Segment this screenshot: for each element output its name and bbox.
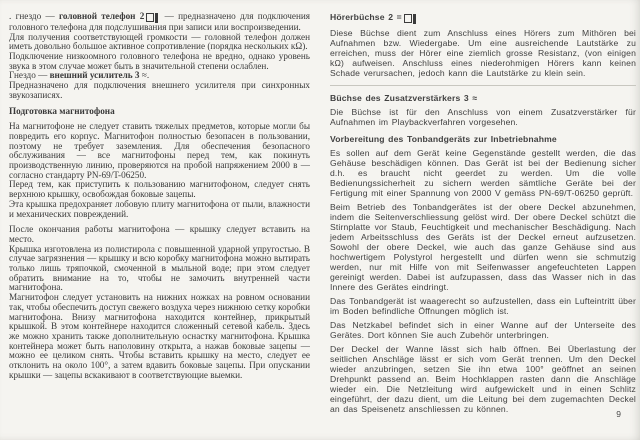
headphone-jack-icon bbox=[404, 13, 416, 24]
paragraph-text: . гнездо — bbox=[9, 11, 59, 21]
paragraph: Der Deckel der Wanne lässt sich halb öffnen. Bei Überlastung der seitlichen Anschläge lässt er sich vom Gerät trennen. Um den Deckel wieder anzubringen, setzen Sie ihn etwa 100° geöffnet an seinen Drehpunkt passend an. Beim Hochklappen rasten dann die Anschläge wieder ein. Die Netzleitung wird aufgewickelt und in einen Schlitz eingeführt, der dazu dient, um die Leitung bei dem zugemachten Deckel an das Speisenetz anschliessen zu können. bbox=[330, 343, 636, 414]
page-number: 9 bbox=[616, 409, 621, 419]
paragraph-text: — предназначено для подключения головного телефона для подслушивания при записи или воспроизведении. bbox=[9, 11, 310, 32]
paragraph: Предназначено для подключения внешнего усилителя при синхронных звукозаписях. bbox=[9, 80, 310, 100]
right-column-german bbox=[330, 12, 636, 418]
paragraph: Для получения соответствующей громкости — головной телефон должен иметь довольно большое активное сопротивление (порядка нескольких кΩ). bbox=[9, 31, 310, 52]
paragraph: На магнитофоне не следует ставить тяжелых предметов, которые могли бы повредить его корпус. Магнитофон полностью безопасен в пользовании, поэтому не требует заземления. Для обеспечения безопасного обслуживания — все магнитофоны перед тем, как покинуть производственную линию, проверяются на пробой напряжением 2000 в — согласно стандарту PN-69/T-06250. bbox=[9, 121, 310, 180]
paragraph: Крышка изготовлена из полистирола с повышенной ударной упругостью. В случае загрязнения — крышку и всю коробку магнитофона можно вытирать только лишь тряпочкой, смоченной в мыльной воде; при этом следует обратить внимание на то, чтобы не замочить внутренней части магнитофона. bbox=[9, 243, 310, 293]
paragraph: Es sollen auf dem Gerät keine Gegenstände gestellt werden, die das Gehäuse beschädigen können. Das Gerät ist bei der Bedienung sicher d.h. es braucht nicht geerdet zu werden. Um die volle Bedienungssicherheit zu sichern werden sämtliche Geräte bei der Fertigung mit einer Spannung von 2000 V gemäss PN-69/T-06250 geprüft. bbox=[330, 147, 636, 198]
heading-text: Hörerbüchse 2 = bbox=[330, 12, 402, 22]
paragraph: Die Büchse ist für den Anschluss von einem Zusatzverstärker für Aufnahmen im Playbackverfahren vorgesehen. bbox=[330, 106, 636, 127]
ac-wave-symbol: ≈. bbox=[139, 70, 150, 81]
section-heading-zusatzverstaerker: Büchse des Zusatzverstärkers 3 ≈ bbox=[330, 92, 478, 103]
paragraph: Эта крышка предохраняет лобовую плиту магнитофона от пыли, влажности и механических повреждений. bbox=[9, 198, 310, 219]
bold-term-external-amplifier: внешний усилитель 3 bbox=[49, 70, 140, 81]
paragraph-text: Гнездо — bbox=[9, 70, 50, 81]
left-column-russian bbox=[9, 12, 310, 381]
section-heading-vorbereitung: Vorbereitung des Tonbandgeräts zur Inbetriebnahme bbox=[330, 133, 557, 144]
paragraph: Beim Betrieb des Tonbandgerätes ist der obere Deckel abzunehmen, indem die Seitenverschliessung gelöst wird. Der obere Deckel schützt die Stirnplatte vor Staub, Feuchtigkeit und mechanischer Beschädigung. Nach jedem Arbeitsschluss des Geräts ist der Deckel erneut aufzusetzen. Sowohl der obere Deckel, wie auch das ganze Gehäuse sind aus hochwertigem Polystyrol hergestellt und dürfen wenn sie schmutzig werden, nur mit Hilfe von mit Seifenwasser angefeuchteten Lappen gereinigt werden. Dabei ist aufzupassen, dass das Wasser nich in das Innere des Gerätes eindringt. bbox=[330, 201, 636, 292]
paragraph bbox=[9, 12, 310, 33]
section-divider bbox=[330, 85, 636, 86]
paragraph: Подключение низкоомного головного телефона не вредно, однако уровень звука в этом случае может быть в значительной степени ослаблен. bbox=[9, 51, 310, 71]
paragraph: После окончания работы магнитофона — крышку следует вставить на место. bbox=[9, 224, 310, 244]
paragraph: Das Netzkabel befindet sich in einer Wanne auf der Unterseite des Gerätes. Dort können Sie auch Zubehör unterbringen. bbox=[330, 319, 636, 340]
paragraph: Перед тем, как приступить к пользованию магнитофоном, следует снять верхнюю крышку, освобождая боковые зацепы. bbox=[9, 179, 310, 200]
section-heading-russian: Подготовка магнитофона bbox=[9, 105, 115, 116]
section-heading-hoererbuechse bbox=[330, 12, 636, 24]
paragraph: Das Tonbandgerät ist waagerecht so aufzustellen, dass ein Lufteintritt über im Boden befindliche Öffnungen möglich ist. bbox=[330, 295, 636, 316]
bold-term-headphone-socket: головной телефон 2 bbox=[58, 11, 145, 21]
paragraph: Магнитофон следует установить на нижних ножках на ровном основании так, чтобы обеспечить доступ свежего воздуха через нижнюю сетку коробки магнитофона. Внизу магнитофона находится контейнер, прикрытый крышкой. В этом контейнере находится сложенный сетевой кабель. Здесь же можно хранить также дополнительную оснастку магнитофона. Крышка контейнера может быть наполовину открыта, а нажав боковые зацепы — можно ее целиком снять. Чтобы вставить крышку на место, следует ее отклонить на около 100°, а затем вдавить боковые зацепы. При опускании крышки — зацепы вскакивают в соответствующие выемки. bbox=[9, 292, 310, 380]
paragraph: Diese Büchse dient zum Anschluss eines Hörers zum Mithören bei Aufnahmen bzw. Wiedergabe. Um eine ausreichende Lautstärke zu erreichen, muss der Hörer eine ziemlich grosse Resistanz, (von einigen kΩ) aufweisen. Anschluss eines niederohmigen Hörers kann keinen Schade verursachen, jedoch kann die Lautstärke zu klein sein. bbox=[330, 27, 636, 78]
